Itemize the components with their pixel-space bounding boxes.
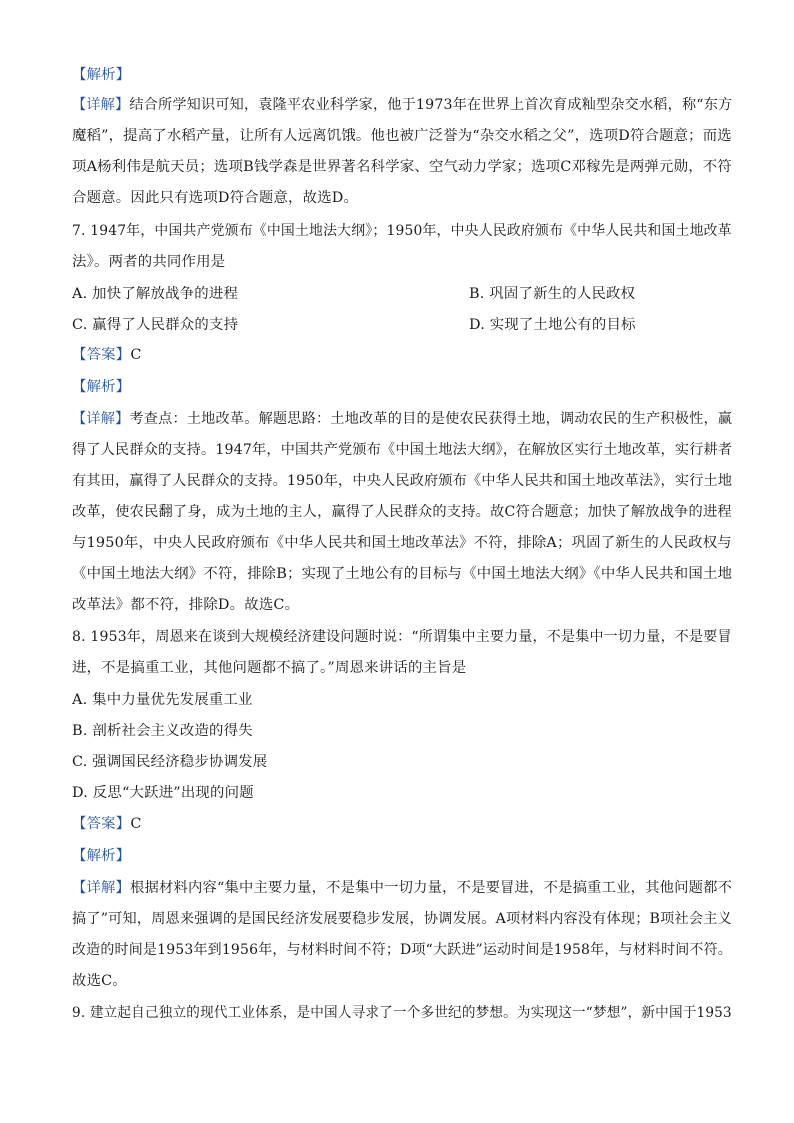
question-9-stem: 9. 建立起自己独立的现代工业体系，是中国人寻求了一个多世纪的梦想。为实现这一“梦想”，新中国于1953	[72, 1005, 732, 1021]
line: 与1950年，中央人民政府颁布《中华人民共和国土地改革法》不符，排除A；巩固了新生的人民政权与	[72, 535, 732, 551]
question-8-stem: 8. 1953年，周恩来在谈到大规模经济建设问题时说：“所谓集中主要力量，不是集中一切力量，不是要冒	[72, 629, 732, 645]
answer-value: C	[130, 816, 142, 832]
question-7-stem: 7. 1947年，中国共产党颁布《中国土地法大纲》；1950年，中央人民政府颁布《中华人民共和国土地改革	[72, 223, 732, 239]
line-text: 根据材料内容“集中主要力量，不是集中一切力量，不是要冒进，不是搞重工业，其他问题都不	[130, 880, 733, 896]
line: 得了人民群众的支持。1947年，中国共产党颁布《中国土地法大纲》，在解放区实行土地改革，实行耕者	[72, 442, 733, 458]
option-d: D. 实现了土地公有的目标	[469, 317, 636, 333]
question-7-stem: 法》。两者的共同作用是	[72, 254, 226, 270]
answer-tag: 【答案】	[72, 347, 131, 363]
line: 改造的时间是1953年到1956年，与材料时间不符；D项“大跃进”运动时间是1958年，与材料时间不符。	[72, 942, 732, 958]
line: 故选C。	[72, 973, 127, 989]
line: 《中国土地法大纲》不符，排除B；实现了土地公有的目标与《中国土地法大纲》《中华人民共和国土地	[72, 566, 733, 582]
line-text: 考查点：土地改革。解题思路：土地改革的目的是使农民获得土地，调动农民的生产积极性，赢	[129, 411, 733, 427]
line: 项A杨利伟是航天员；选项B钱学森是世界著名科学家、空气动力学家；选项C邓稼先是两弹元勋，不符	[72, 159, 732, 175]
line	[72, 376, 732, 398]
line: 有其田，赢得了人民群众的支持。1950年，中央人民政府颁布《中华人民共和国土地改革法》，实行土地	[72, 473, 733, 489]
options-row	[72, 314, 732, 336]
answer-tag: 【答案】	[72, 816, 131, 832]
option-b: B. 巩固了新生的人民政权	[469, 286, 636, 302]
analysis-tag: 【解析】	[72, 67, 131, 83]
option-a: A. 集中力量优先发展重工业	[72, 692, 253, 708]
detail-tag: 【详解】	[72, 97, 130, 113]
line-text: 结合所学知识可知，袁隆平农业科学家，他于1973年在世界上首次育成籼型杂交水稻，称“东方	[129, 97, 733, 113]
line	[72, 94, 733, 116]
option-b: B. 剖析社会主义改造的得失	[72, 723, 253, 739]
answer-value: C	[130, 347, 142, 363]
option-c: C. 赢得了人民群众的支持	[72, 317, 239, 333]
answer-line	[72, 344, 732, 366]
line: 改革，使农民翻了身，成为土地的主人，赢得了人民群众的支持。故C符合题意；加快了解放战争的进程	[72, 504, 732, 520]
question-8-stem: 进，不是搞重工业，其他问题都不搞了。”周恩来讲话的主旨是	[72, 660, 467, 676]
line: 改革法》都不符，排除D。故选C。	[72, 597, 300, 613]
line: 魔稻”，提高了水稻产量，让所有人远离饥饿。他也被广泛誉为“杂交水稻之父”，选项D符合题意；而选	[72, 128, 732, 144]
answer-line	[72, 813, 732, 835]
detail-tag: 【详解】	[72, 411, 130, 427]
option-d: D. 反思“大跃进”出现的问题	[72, 785, 254, 801]
line: 搞了”可知，周恩来强调的是国民经济发展要稳步发展，协调发展。A项材料内容没有体现；B项社会主义	[72, 911, 732, 927]
line	[72, 877, 733, 899]
options-row	[72, 283, 732, 305]
analysis-tag: 【解析】	[72, 848, 131, 864]
line: 合题意。因此只有选项D符合题意，故选D。	[72, 190, 359, 206]
line	[72, 64, 732, 86]
analysis-tag: 【解析】	[72, 379, 131, 395]
option-c: C. 强调国民经济稳步协调发展	[72, 754, 268, 770]
line	[72, 845, 732, 867]
line	[72, 408, 733, 430]
option-a: A. 加快了解放战争的进程	[72, 286, 239, 302]
detail-tag: 【详解】	[72, 880, 131, 896]
